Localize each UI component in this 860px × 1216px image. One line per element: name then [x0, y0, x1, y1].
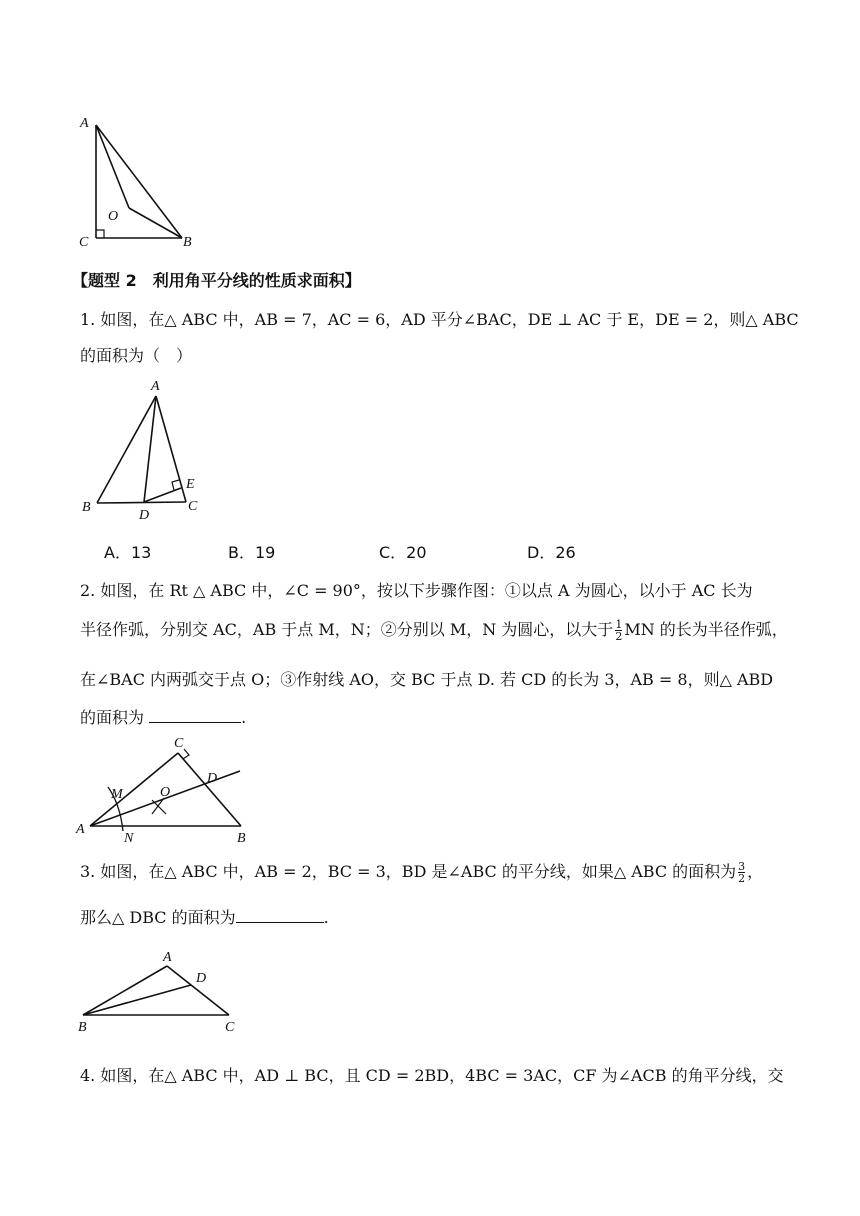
- q2-fig-label-d: D: [207, 771, 218, 786]
- q1-fig-label-e: E: [186, 477, 195, 492]
- q2-line3: 在∠BAC 内两弧交于点 O；③作射线 AO，交 BC 于点 D. 若 CD 的长为 3，AB = 8，则△ ABD: [80, 670, 774, 689]
- q2-line2-start: 半径作弧，分别交 AC，AB 于点 M，N；②分别以 M，N 为圆心，以大于: [80, 620, 614, 639]
- q3-line1-text: 3. 如图，在△ ABC 中，AB = 2，BC = 3，BD 是∠ABC 的平分线，如果△ ABC 的面积为: [80, 862, 737, 881]
- q3-fig-label-c: C: [225, 1020, 235, 1035]
- q1-fig-label-d: D: [139, 508, 150, 521]
- fig0-label-b: B: [183, 235, 192, 250]
- q1-line2: 的面积为（ ）: [80, 346, 193, 365]
- q2-frac-num: 1: [615, 618, 623, 631]
- q2-line2: [80, 619, 788, 642]
- q2-fig-label-a: A: [76, 822, 85, 837]
- fig0-label-c: C: [79, 235, 89, 250]
- q2-fig-label-m: M: [111, 787, 123, 802]
- fig0-label-o: O: [108, 209, 119, 224]
- q2-answer-blank[interactable]: [149, 708, 241, 723]
- q1-fig-label-a: A: [151, 379, 160, 394]
- figure-q3-triangle: [70, 945, 250, 1040]
- q3-line2: [80, 908, 329, 928]
- q1-fig-label-b: B: [82, 500, 91, 515]
- q2-fig-label-o: O: [160, 785, 171, 800]
- q3-fig-label-a: A: [163, 950, 172, 965]
- q1-option-a[interactable]: A．13: [104, 543, 152, 562]
- q2-line4: [80, 708, 246, 728]
- q3-fraction-three-halves: [738, 861, 745, 884]
- figure-q2-construction: [72, 734, 272, 846]
- q1-option-d[interactable]: D．26: [527, 543, 576, 562]
- q2-fraction-half: [615, 619, 622, 642]
- q3-line2-text: 那么△ DBC 的面积为: [80, 908, 236, 927]
- q3-frac-den: 2: [738, 872, 746, 885]
- q2-line4-text: 的面积为: [80, 708, 145, 727]
- q2-fig-label-b: B: [237, 831, 246, 846]
- q1-line1: 1. 如图，在△ ABC 中，AB = 7，AC = 6，AD 平分∠BAC，DE ⊥ AC 于 E，DE = 2，则△ ABC: [80, 310, 799, 329]
- q2-line1: 2. 如图，在 Rt △ ABC 中，∠C = 90°，按以下步骤作图：①以点 A 为圆心，以小于 AC 长为: [80, 581, 753, 600]
- q3-line1: [80, 861, 763, 884]
- q3-fig-label-d: D: [196, 971, 207, 986]
- q3-fig-label-b: B: [78, 1020, 87, 1035]
- q1-option-b[interactable]: B．19: [228, 543, 276, 562]
- q4-line1: 4. 如图，在△ ABC 中，AD ⊥ BC，且 CD = 2BD，4BC = 3AC，CF 为∠ACB 的角平分线，交: [80, 1066, 784, 1085]
- q2-fig-label-n: N: [124, 831, 134, 846]
- q3-line2-period: .: [323, 908, 329, 927]
- q1-option-c[interactable]: C．20: [379, 543, 427, 562]
- figure-q1-triangle: [75, 376, 215, 521]
- figure-triangle-aob: [70, 110, 210, 255]
- q2-line4-period: .: [241, 708, 247, 727]
- q1-fig-label-c: C: [188, 499, 198, 514]
- q3-line1-comma: ，: [747, 862, 764, 881]
- q3-frac-num: 3: [738, 860, 746, 873]
- section-heading: 【题型 2 利用角平分线的性质求面积】: [72, 271, 361, 290]
- q2-fig-label-c: C: [174, 736, 184, 751]
- q3-answer-blank[interactable]: [236, 908, 324, 923]
- q2-line2-end: MN 的长为半径作弧，: [624, 620, 788, 639]
- fig0-label-a: A: [80, 116, 89, 131]
- q2-frac-den: 2: [615, 630, 623, 643]
